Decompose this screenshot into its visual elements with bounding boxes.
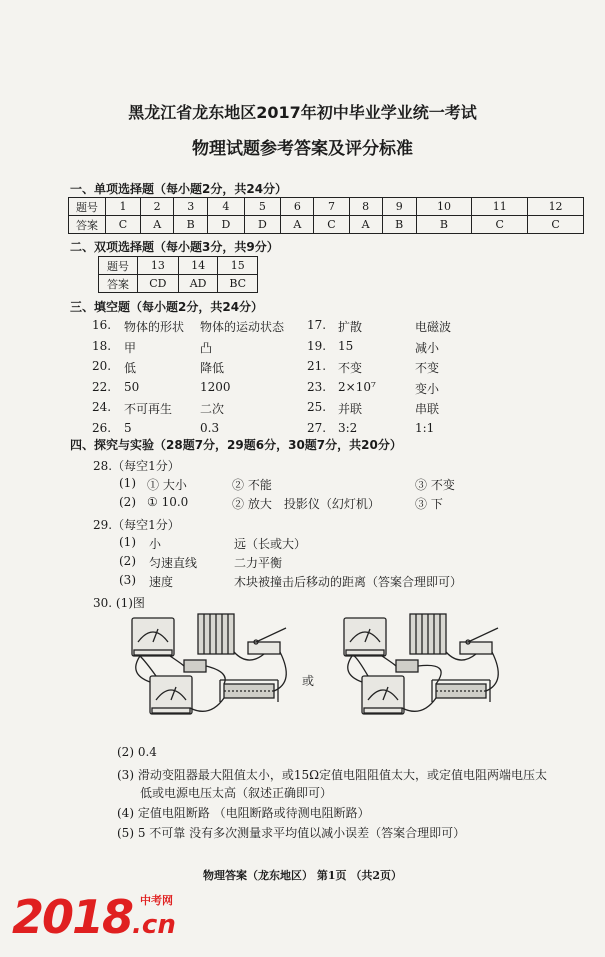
table-cell: D <box>244 216 281 234</box>
battery-icon <box>198 614 234 654</box>
fill-answer-cell: 电磁波 <box>415 320 452 334</box>
table-cell: 1 <box>106 198 141 216</box>
q30-answer-3-line1: (3) 滑动变阻器最大阻值太小，或15Ω定值电阻阻值太大，或定值电阻两端电压太 <box>117 768 548 782</box>
switch-icon <box>248 628 286 654</box>
table-cell: D <box>208 216 245 234</box>
table-cell: A <box>141 216 174 234</box>
fill-answer-cell: 15 <box>338 338 354 353</box>
fill-answer-cell: 5 <box>124 420 132 435</box>
battery-icon <box>410 614 446 654</box>
table-row <box>69 198 584 216</box>
q29-line1-b: 远（长或大） <box>234 537 307 551</box>
table-cell: 10 <box>416 198 472 216</box>
section3-heading: 三、填空题（每小题2分，共24分） <box>70 300 264 314</box>
fill-answer-cell: 不变 <box>338 361 363 375</box>
table-cell: B <box>174 216 208 234</box>
q28-line1-a: ① 大小 <box>147 478 187 492</box>
table-cell: C <box>106 216 141 234</box>
fill-answer-cell: 17. <box>307 318 327 332</box>
q30-answer-2: (2) 0.4 <box>117 745 157 759</box>
fill-answer-cell: 不可再生 <box>124 402 173 416</box>
table-cell: 7 <box>314 198 349 216</box>
table-cell: BC <box>218 275 258 293</box>
fill-answer-cell: 26. <box>92 420 112 435</box>
table-cell: AD <box>178 275 218 293</box>
q30-title: 30. (1)图 <box>93 596 145 610</box>
fill-answer-cell: 不变 <box>415 361 440 375</box>
fill-answer-cell: 二次 <box>200 402 225 416</box>
page-subtitle: 物理试题参考答案及评分标准 <box>192 139 413 159</box>
q28-line2-a: ① 10.0 <box>147 495 189 509</box>
resistor-icon <box>396 660 418 672</box>
fill-answer-cell: 2×10⁷ <box>338 379 376 394</box>
fill-answer-cell: 20. <box>92 359 112 373</box>
q29-title: 29.（每空1分） <box>93 518 180 532</box>
fill-answer-cell: 23. <box>307 379 327 394</box>
q28-line2-c: ③ 下 <box>415 497 443 511</box>
table-cell: 3 <box>174 198 208 216</box>
logo-site-name: 中考网 <box>140 894 173 907</box>
fill-answer-cell: 凸 <box>200 340 213 355</box>
fill-answer-cell: 并联 <box>338 402 363 416</box>
page-title: 黑龙江省龙东地区2017年初中毕业学业统一考试 <box>128 103 477 122</box>
q29-line3-num: (3) <box>119 573 136 587</box>
q29-line3-a: 速度 <box>149 575 174 589</box>
table-cell: A <box>281 216 314 234</box>
fill-answer-cell: 25. <box>307 400 327 414</box>
single-choice-table <box>68 197 584 234</box>
ammeter-icon <box>132 618 174 656</box>
section1-heading: 一、单项选择题（每小题2分，共24分） <box>70 182 288 196</box>
table-row <box>99 275 258 293</box>
table-cell: 12 <box>528 198 584 216</box>
table-cell: C <box>472 216 528 234</box>
fill-answer-cell: 27. <box>307 420 327 435</box>
rheostat-icon <box>220 680 278 702</box>
fill-answer-cell: 16. <box>92 318 112 332</box>
voltmeter-icon <box>150 676 192 714</box>
q29-line3-b: 木块被撞击后移动的距离（答案合理即可） <box>234 575 463 589</box>
q29-line2-num: (2) <box>119 554 136 568</box>
table-cell: 15 <box>218 257 258 275</box>
q30-answer-3-line2: 低或电源电压太高（叙述正确即可） <box>140 786 333 800</box>
table-cell: 答案 <box>99 275 138 293</box>
q29-line2-a: 匀速直线 <box>149 556 198 570</box>
fill-answer-cell: 18. <box>92 338 112 353</box>
q29-line2-b: 二力平衡 <box>234 556 283 570</box>
fill-answer-cell: 串联 <box>415 402 440 416</box>
q29-line1-num: (1) <box>119 535 136 549</box>
table-cell: 13 <box>138 257 179 275</box>
table-cell: 2 <box>141 198 174 216</box>
table-cell: 8 <box>349 198 382 216</box>
q30-answer-4: (4) 定值电阻断路 （电阻断路或待测电阻断路） <box>117 806 370 820</box>
table-cell: 11 <box>472 198 528 216</box>
fill-answer-cell: 50 <box>124 379 140 394</box>
fill-answer-cell: 1200 <box>200 379 231 394</box>
q30-answer-5: (5) 5 不可靠 没有多次测量求平均值以减小误差（答案合理即可） <box>117 826 466 840</box>
table-cell: 答案 <box>69 216 106 234</box>
logo-domain: .cn <box>132 910 176 940</box>
rheostat-icon <box>432 680 490 702</box>
resistor-icon <box>184 660 206 672</box>
table-cell: B <box>382 216 416 234</box>
table-cell: 5 <box>244 198 281 216</box>
table-cell: CD <box>138 275 179 293</box>
table-cell: 题号 <box>69 198 106 216</box>
fill-answer-cell: 21. <box>307 359 327 373</box>
fill-answer-cell: 降低 <box>200 361 225 375</box>
fill-answer-cell: 物体的形状 <box>124 320 185 334</box>
fill-answer-cell: 甲 <box>124 340 137 355</box>
table-cell: 4 <box>208 198 245 216</box>
q28-line2-b: ② 放大 投影仪（幻灯机） <box>232 497 380 511</box>
table-row <box>99 257 258 275</box>
fill-answer-cell: 减小 <box>415 340 440 355</box>
q28-line1-num: (1) <box>119 476 136 490</box>
q28-line2-num: (2) <box>119 495 136 509</box>
fill-answer-cell: 3:2 <box>338 420 358 435</box>
switch-icon <box>460 628 498 654</box>
section4-heading: 四、探究与实验（28题7分，29题6分，30题7分，共20分） <box>70 438 402 452</box>
or-label: 或 <box>302 674 315 688</box>
table-cell: B <box>416 216 472 234</box>
table-cell: 6 <box>281 198 314 216</box>
table-cell: 题号 <box>99 257 138 275</box>
table-cell: A <box>349 216 382 234</box>
fill-answer-cell: 19. <box>307 338 327 353</box>
table-row <box>69 216 584 234</box>
ammeter-icon <box>344 618 386 656</box>
table-cell: C <box>528 216 584 234</box>
circuit-diagrams <box>120 612 540 730</box>
table-cell: 14 <box>178 257 218 275</box>
fill-answer-cell: 物体的运动状态 <box>200 320 285 334</box>
fill-answer-cell: 扩散 <box>338 320 363 334</box>
fill-answer-cell: 低 <box>124 361 137 375</box>
fill-answer-cell: 0.3 <box>200 420 220 435</box>
fill-answer-cell: 1:1 <box>415 420 435 435</box>
q28-line1-b: ② 不能 <box>232 478 272 492</box>
table-cell: C <box>314 216 349 234</box>
site-logo <box>12 890 176 944</box>
q28-title: 28.（每空1分） <box>93 459 180 473</box>
voltmeter-icon <box>362 676 404 714</box>
section2-heading: 二、双项选择题（每小题3分，共9分） <box>70 240 279 254</box>
page-footer: 物理答案（龙东地区） 第1页 （共2页） <box>203 869 402 882</box>
logo-number: 2018 <box>12 890 133 944</box>
fill-answer-cell: 变小 <box>415 381 440 396</box>
q28-line1-c: ③ 不变 <box>415 478 455 492</box>
fill-answer-cell: 24. <box>92 400 112 414</box>
fill-answer-cell: 22. <box>92 379 112 394</box>
q29-line1-a: 小 <box>149 537 162 551</box>
double-choice-table <box>98 256 258 293</box>
table-cell: 9 <box>382 198 416 216</box>
